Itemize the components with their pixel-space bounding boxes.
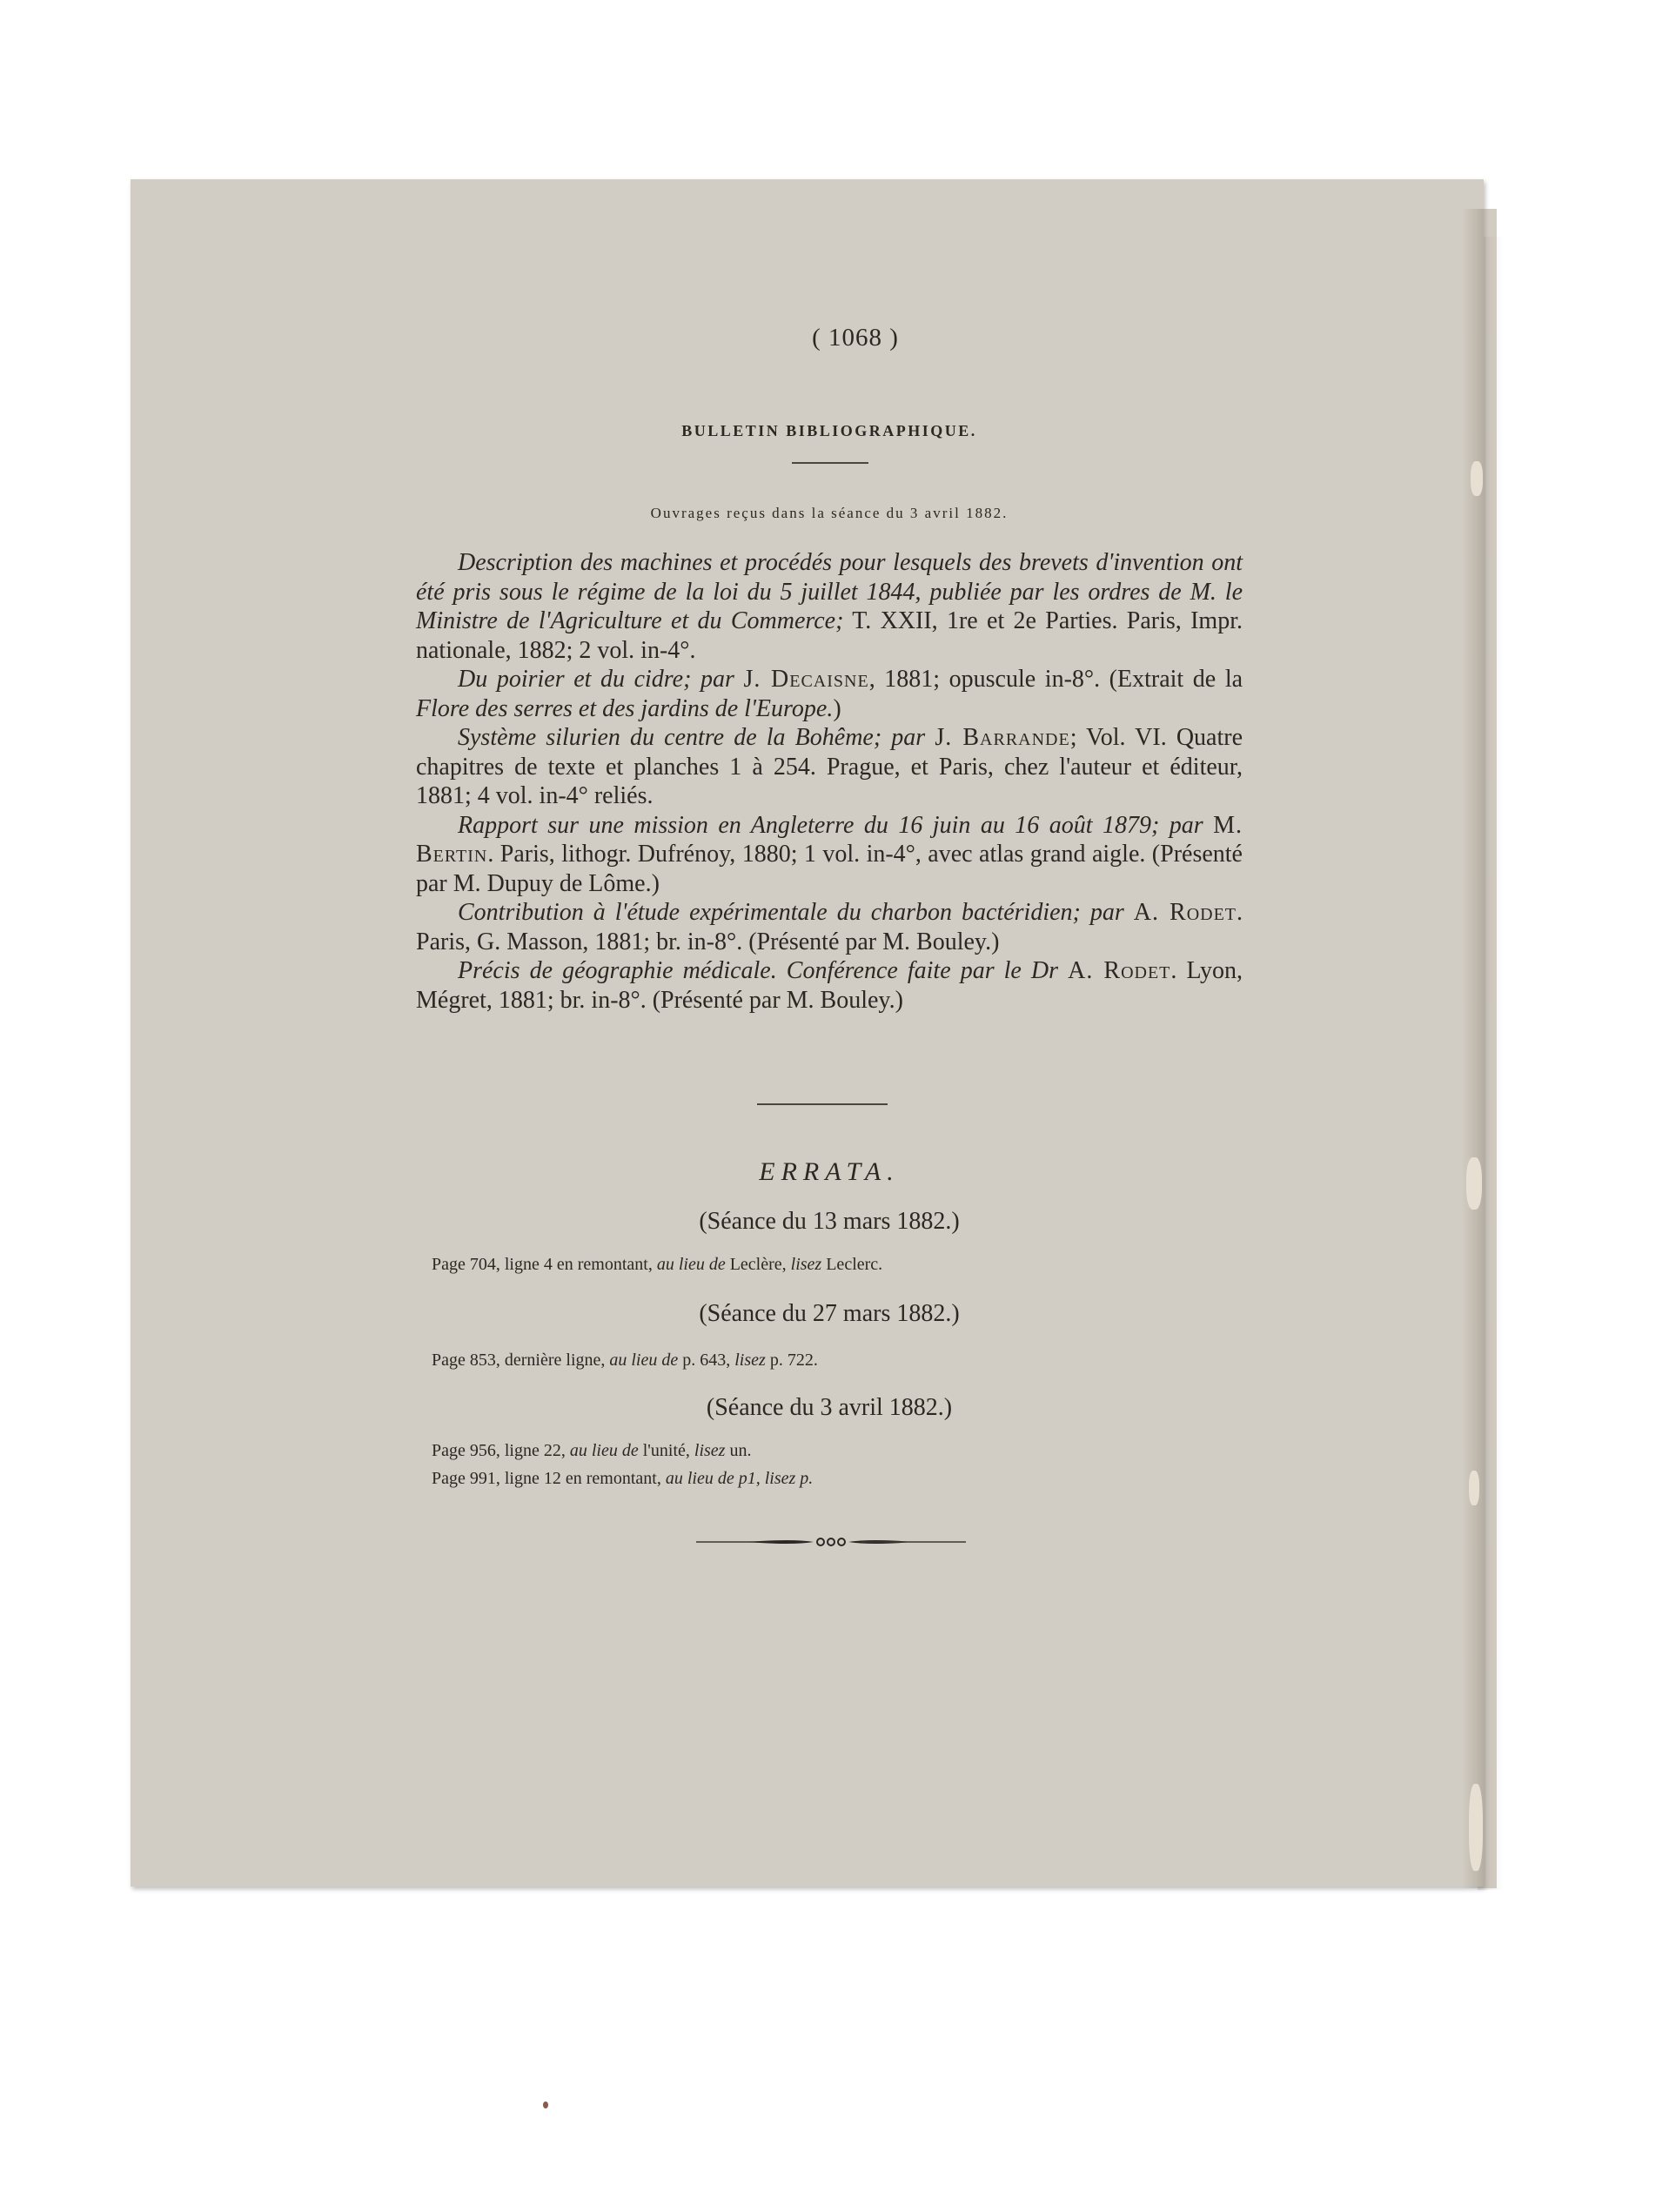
page-number: ( 1068 )	[812, 324, 899, 352]
entry-author: A. Rodet	[1068, 957, 1171, 984]
entry	[416, 811, 1243, 899]
entry	[416, 665, 1243, 723]
closing-ornament	[696, 1533, 966, 1551]
torn-edge-mark	[1466, 1157, 1482, 1210]
errata-ref: Page 956, ligne 22,	[432, 1441, 570, 1460]
entry-author: A. Rodet	[1133, 899, 1237, 926]
entry-author: M. Bertin	[416, 811, 1243, 868]
entry-details: T. XXII, 1re et 2e Parties. Paris, Impr. nationale, 1882; 2 vol. in-4°.	[416, 607, 1243, 664]
torn-edge-mark	[1471, 461, 1483, 496]
errata-correct: p. 722.	[765, 1351, 818, 1370]
entry-title: Description des machines et procédés pour lesquels des brevets d'invention ont été pris sous le régime de la loi du 5 juillet 1844, publiée par les ordres de M. le Ministre de l'Agriculture et du Commerce;	[416, 549, 1243, 634]
errata-line	[432, 1351, 1232, 1371]
errata-line	[432, 1255, 1232, 1275]
errata-ref: Page 853, dernière ligne,	[432, 1351, 610, 1370]
torn-edge-mark	[1469, 1784, 1483, 1871]
errata-phrase: lisez	[790, 1255, 822, 1274]
errata-line	[432, 1469, 1232, 1489]
bulletin-heading: BULLETIN BIBLIOGRAPHIQUE.	[681, 422, 977, 439]
entry-author: J. Decaisne	[743, 666, 869, 693]
session-label: (Séance du 13 mars 1882.)	[699, 1208, 960, 1235]
entry-title: Du poirier et du cidre; par	[458, 666, 734, 693]
errata-phrase: au lieu de	[609, 1351, 679, 1370]
entry-author: J. Barrande	[935, 724, 1070, 751]
errata-correct: un.	[725, 1441, 752, 1460]
errata-wrong: Leclère,	[725, 1255, 791, 1274]
errata-phrase: au lieu de	[656, 1255, 726, 1274]
errata-phrase: lisez	[734, 1351, 766, 1370]
bibliography-entries	[416, 548, 1243, 1015]
errata-phrase: lisez	[694, 1441, 726, 1460]
torn-edge-mark	[1469, 1471, 1479, 1505]
entry-title: Rapport sur une mission en Angleterre du 16 juin au 16 août 1879; par	[458, 811, 1203, 839]
heading-rule	[792, 462, 868, 464]
received-works-subheading: Ouvrages reçus dans la séance du 3 avril 1882.	[650, 505, 1009, 521]
page-text	[416, 0, 1243, 2212]
errata-phrase: au lieu de	[569, 1441, 639, 1460]
errata-wrong: p. 643,	[678, 1351, 735, 1370]
entry-title: Précis de géographie médicale. Conférence faite par le Dr	[458, 957, 1059, 984]
entry-details: . Paris, lithogr. Dufrénoy, 1880; 1 vol. in-4°, avec atlas grand aigle. (Présenté par M. Dupuy de Lôme.)	[416, 841, 1243, 897]
errata-wrong: l'unité,	[638, 1441, 694, 1460]
errata-phrase: au lieu de	[665, 1469, 734, 1488]
errata-ref: Page 704, ligne 4 en remontant,	[432, 1255, 657, 1274]
entry-details: . Paris, G. Masson, 1881; br. in-8°. (Présenté par M. Bouley.)	[416, 899, 1243, 955]
errata-phrase: p1, lisez p.	[738, 1469, 814, 1488]
errata-correct: Leclerc.	[821, 1255, 883, 1274]
sheet-edge	[1462, 209, 1497, 1888]
errata-title: ERRATA.	[759, 1157, 900, 1186]
errata-ref: Page 991, ligne 12 en remontant,	[432, 1469, 666, 1488]
entry-details: . Lyon, Mégret, 1881; br. in-8°. (Présenté par M. Bouley.)	[416, 957, 1243, 1014]
entry-title: Système silurien du centre de la Bohême; par	[458, 724, 926, 751]
session-label: (Séance du 27 mars 1882.)	[699, 1300, 960, 1327]
errata-line	[432, 1441, 1232, 1461]
entry-details-end: )	[833, 694, 841, 722]
entry-title: Contribution à l'étude expérimentale du charbon bactéridien; par	[458, 899, 1124, 926]
stray-mark	[543, 2101, 548, 2108]
entry-source: Flore des serres et des jardins de l'Europe.	[416, 694, 834, 722]
entry	[416, 956, 1243, 1015]
session-label: (Séance du 3 avril 1882.)	[706, 1394, 953, 1421]
section-rule	[757, 1103, 888, 1105]
entry	[416, 898, 1243, 956]
entry	[416, 723, 1243, 811]
entry-details: ; Vol. VI. Quatre chapitres de texte et planches 1 à 254. Prague, et Paris, chez l'auteur et éditeur, 1881; 4 vol. in-4° reliés.	[416, 724, 1243, 809]
entry	[416, 548, 1243, 665]
entry-details: , 1881; opuscule in-8°. (Extrait de la	[868, 666, 1243, 693]
